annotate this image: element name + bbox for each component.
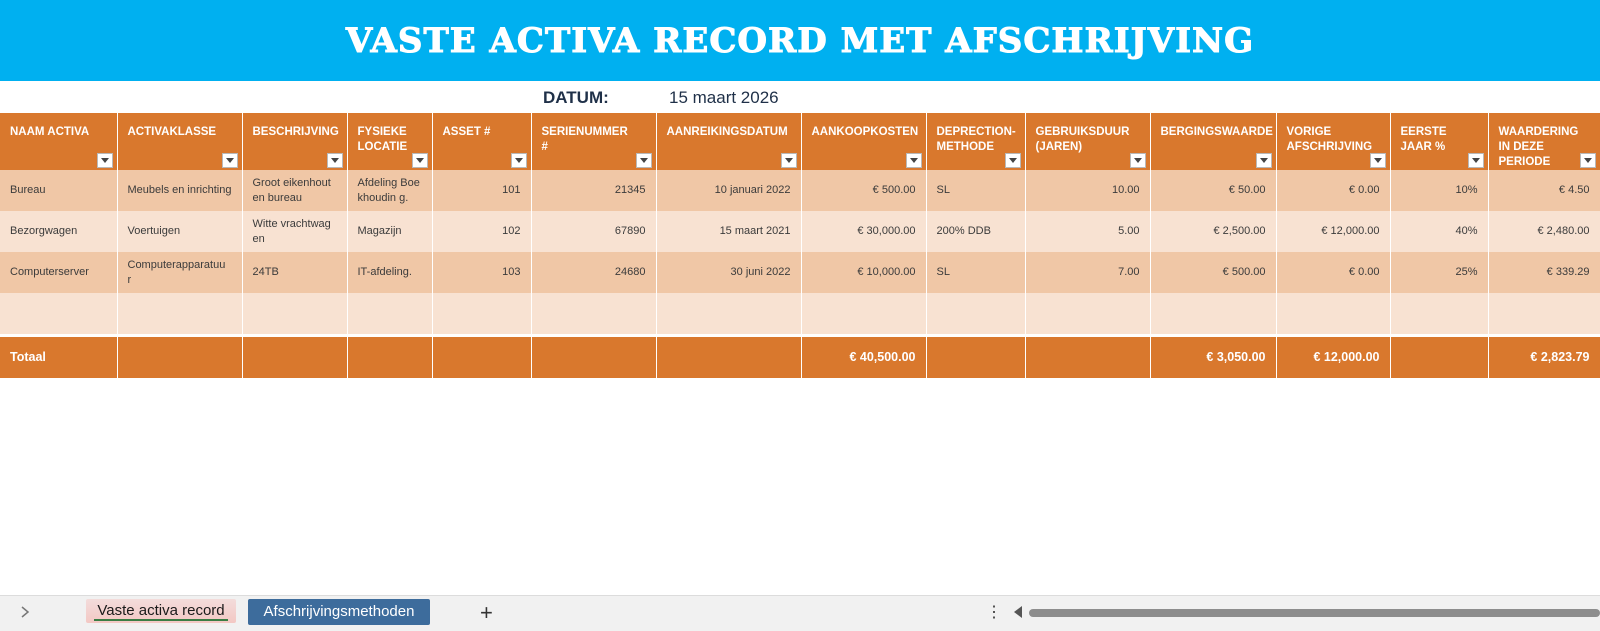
cell[interactable]: 5.00: [1025, 211, 1150, 252]
date-value[interactable]: 15 maart 2026: [669, 88, 779, 107]
column-header[interactable]: GEBRUIKSDUUR (JAREN): [1025, 113, 1150, 170]
cell[interactable]: [926, 293, 1025, 336]
column-header[interactable]: VORIGE AFSCHRIJVING: [1276, 113, 1390, 170]
filter-dropdown-icon[interactable]: [781, 153, 797, 168]
cell[interactable]: Bezorgwagen: [0, 211, 117, 252]
cell[interactable]: Witte vrachtwagen: [242, 211, 347, 252]
date-label: DATUM:: [543, 88, 609, 107]
cell[interactable]: [242, 293, 347, 336]
filter-dropdown-icon[interactable]: [1005, 153, 1021, 168]
cell[interactable]: € 0.00: [1276, 252, 1390, 293]
total-waardering[interactable]: € 2,823.79: [1488, 336, 1600, 379]
cell[interactable]: [432, 336, 531, 379]
scroll-left-icon[interactable]: [1014, 606, 1022, 618]
cell[interactable]: Afdeling Boekhoudin g.: [347, 170, 432, 211]
cell[interactable]: Voertuigen: [117, 211, 242, 252]
total-vorige-afschrijving[interactable]: € 12,000.00: [1276, 336, 1390, 379]
sheet-tab-label: Vaste activa record: [97, 602, 225, 619]
cell[interactable]: [1025, 293, 1150, 336]
page-title: VASTE ACTIVA RECORD MET AFSCHRIJVING: [345, 20, 1255, 61]
active-tab-underline: [94, 619, 228, 621]
cell[interactable]: [1488, 293, 1600, 336]
filter-dropdown-icon[interactable]: [222, 153, 238, 168]
sheet-tab-active[interactable]: [86, 599, 236, 623]
cell[interactable]: 200% DDB: [926, 211, 1025, 252]
filter-dropdown-icon[interactable]: [97, 153, 113, 168]
empty-row: [0, 293, 1600, 336]
cell[interactable]: [801, 293, 926, 336]
cell[interactable]: [1276, 293, 1390, 336]
cell[interactable]: [117, 336, 242, 379]
total-bergingswaarde[interactable]: € 3,050.00: [1150, 336, 1276, 379]
table-row: [0, 211, 1600, 252]
cell[interactable]: Magazijn: [347, 211, 432, 252]
cell[interactable]: [656, 293, 801, 336]
column-header[interactable]: FYSIEKE LOCATIE: [347, 113, 432, 170]
more-options-icon[interactable]: ⋮: [986, 604, 1002, 621]
total-label[interactable]: Totaal: [0, 336, 117, 379]
column-header[interactable]: AANREIKINGSDATUM: [656, 113, 801, 170]
column-header[interactable]: NAAM ACTIVA: [0, 113, 117, 170]
cell[interactable]: 7.00: [1025, 252, 1150, 293]
total-aankoopkosten[interactable]: € 40,500.00: [801, 336, 926, 379]
cell[interactable]: € 339.29: [1488, 252, 1600, 293]
cell[interactable]: [1390, 336, 1488, 379]
asset-table: [0, 113, 1600, 378]
cell[interactable]: 67890: [531, 211, 656, 252]
cell[interactable]: € 4.50: [1488, 170, 1600, 211]
column-header[interactable]: ASSET #: [432, 113, 531, 170]
cell[interactable]: 10.00: [1025, 170, 1150, 211]
column-header[interactable]: EERSTE JAAR %: [1390, 113, 1488, 170]
cell[interactable]: Groot eikenhouten bureau: [242, 170, 347, 211]
filter-dropdown-icon[interactable]: [1256, 153, 1272, 168]
cell[interactable]: 21345: [531, 170, 656, 211]
cell[interactable]: 103: [432, 252, 531, 293]
column-header[interactable]: DEPRECTION-METHODE: [926, 113, 1025, 170]
sheet-tab-bar: [0, 595, 1600, 631]
filter-dropdown-icon[interactable]: [1580, 153, 1596, 168]
filter-dropdown-icon[interactable]: [327, 153, 343, 168]
cell[interactable]: [347, 336, 432, 379]
cell[interactable]: € 12,000.00: [1276, 211, 1390, 252]
cell[interactable]: € 30,000.00: [801, 211, 926, 252]
cell[interactable]: € 2,480.00: [1488, 211, 1600, 252]
cell[interactable]: [1150, 293, 1276, 336]
cell[interactable]: 101: [432, 170, 531, 211]
cell[interactable]: Computerserver: [0, 252, 117, 293]
column-header[interactable]: WAARDERING IN DEZE PERIODE: [1488, 113, 1600, 170]
cell[interactable]: € 500.00: [801, 170, 926, 211]
cell[interactable]: [656, 336, 801, 379]
column-header[interactable]: BESCHRIJVING: [242, 113, 347, 170]
cell[interactable]: 10%: [1390, 170, 1488, 211]
cell[interactable]: € 10,000.00: [801, 252, 926, 293]
column-header[interactable]: ACTIVAKLASSE: [117, 113, 242, 170]
filter-dropdown-icon[interactable]: [1130, 153, 1146, 168]
header-row: [0, 113, 1600, 170]
cell[interactable]: Meubels en inrichting: [117, 170, 242, 211]
cell[interactable]: [432, 293, 531, 336]
filter-dropdown-icon[interactable]: [1370, 153, 1386, 168]
sheet-tab[interactable]: Afschrijvingsmethoden: [248, 599, 430, 625]
cell[interactable]: 25%: [1390, 252, 1488, 293]
table-row: [0, 170, 1600, 211]
horizontal-scrollbar[interactable]: [1029, 609, 1600, 617]
chevron-right-icon[interactable]: [20, 605, 34, 621]
cell[interactable]: [242, 336, 347, 379]
cell[interactable]: SL: [926, 170, 1025, 211]
cell[interactable]: 10 januari 2022: [656, 170, 801, 211]
cell[interactable]: 40%: [1390, 211, 1488, 252]
cell[interactable]: [0, 293, 117, 336]
filter-dropdown-icon[interactable]: [412, 153, 428, 168]
cell[interactable]: SL: [926, 252, 1025, 293]
cell[interactable]: Bureau: [0, 170, 117, 211]
title-banner: [0, 0, 1600, 81]
column-header[interactable]: AANKOOPKOSTEN: [801, 113, 926, 170]
cell[interactable]: [531, 336, 656, 379]
filter-dropdown-icon[interactable]: [636, 153, 652, 168]
date-row: [0, 86, 1600, 112]
cell[interactable]: € 500.00: [1150, 252, 1276, 293]
filter-dropdown-icon[interactable]: [1468, 153, 1484, 168]
cell[interactable]: 15 maart 2021: [656, 211, 801, 252]
cell[interactable]: [531, 293, 656, 336]
filter-dropdown-icon[interactable]: [906, 153, 922, 168]
cell[interactable]: IT-afdeling.: [347, 252, 432, 293]
filter-dropdown-icon[interactable]: [511, 153, 527, 168]
cell[interactable]: 30 juni 2022: [656, 252, 801, 293]
cell[interactable]: 24680: [531, 252, 656, 293]
cell[interactable]: € 50.00: [1150, 170, 1276, 211]
cell[interactable]: € 0.00: [1276, 170, 1390, 211]
column-header[interactable]: BERGINGSWAARDE: [1150, 113, 1276, 170]
cell[interactable]: € 2,500.00: [1150, 211, 1276, 252]
cell[interactable]: 24TB: [242, 252, 347, 293]
cell[interactable]: [1025, 336, 1150, 379]
cell[interactable]: [1390, 293, 1488, 336]
column-header[interactable]: SERIENUMMER #: [531, 113, 656, 170]
add-sheet-icon[interactable]: +: [480, 600, 493, 625]
total-row: [0, 336, 1600, 379]
cell[interactable]: 102: [432, 211, 531, 252]
cell[interactable]: [347, 293, 432, 336]
table-row: [0, 252, 1600, 293]
cell[interactable]: Computerapparatuu r: [117, 252, 242, 293]
cell[interactable]: [926, 336, 1025, 379]
cell[interactable]: [117, 293, 242, 336]
